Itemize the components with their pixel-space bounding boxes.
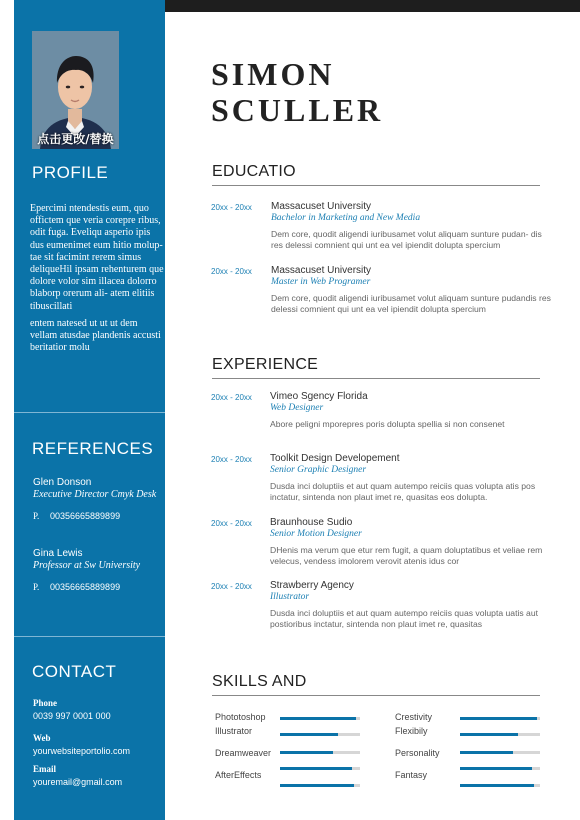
profile-heading: PROFILE (32, 163, 109, 182)
entry-title: Braunhouse Sudio (270, 517, 353, 528)
skill-bar (460, 751, 540, 754)
skill-bar-fill (280, 767, 352, 770)
skill-bar-fill (460, 751, 513, 754)
skill-bar (460, 767, 540, 770)
skill-bar (280, 767, 360, 770)
divider (212, 185, 540, 186)
skill-bar-fill (460, 733, 518, 736)
reference-name: Gina Lewis (33, 548, 83, 559)
skill-name: AfterEffects (215, 770, 262, 780)
skill-name: Illustrator (215, 726, 253, 736)
entry-title: Toolkit Design Developement (270, 453, 400, 464)
skill-bar-fill (280, 733, 338, 736)
skill-name: Crestivity (395, 712, 433, 722)
entry-subtitle: Senior Graphic Designer (270, 465, 367, 475)
skill-bar (460, 717, 540, 720)
skill-bar-fill (460, 767, 532, 770)
skill-bar (280, 733, 360, 736)
profile-text (30, 203, 164, 354)
entry-description: Dem core, quodit aligendi iuribusamet volut aliquam sunture pudan- dis res delessi comnient qui unt ea vel ipiendit dolupta spercium (271, 229, 542, 250)
name-block (211, 56, 511, 128)
contact-label: Email (33, 764, 57, 774)
entry-date: 20xx - 20xx (211, 393, 252, 402)
contact-web[interactable]: yourwebsiteportolio.com (33, 746, 131, 756)
entry-title: Massacuset University (271, 265, 372, 276)
divider (212, 695, 540, 696)
reference-role: Professor at Sw University (33, 560, 141, 571)
phone-number: 00356665889899 (50, 511, 121, 521)
entry-date: 20xx - 20xx (211, 582, 252, 591)
entry-subtitle: Senior Motion Designer (270, 529, 362, 539)
divider (14, 636, 165, 637)
top-bar (165, 0, 580, 12)
skill-name: Phototoshop (215, 712, 266, 722)
skill-bar (460, 784, 540, 787)
skill-bar (280, 784, 360, 787)
skills-heading: SKILLS AND (212, 673, 307, 690)
profile-paragraph: entem natesed ut ut ut dem vellam atusdae plandenis accusti beritatior molu (30, 317, 161, 354)
skill-bar-fill (460, 784, 534, 787)
skill-name: Dreamweaver (215, 748, 272, 758)
divider (212, 378, 540, 379)
entry-subtitle: Illustrator (270, 592, 310, 602)
contact-label: Web (33, 733, 51, 743)
sidebar (14, 0, 165, 820)
entry-subtitle: Master in Web Programer (271, 277, 371, 287)
skill-name: Flexibily (395, 726, 428, 736)
entry-description: DHenis ma verum que etur rem fugit, a quam doluptatibus et veliae rem velecus, vendess imolorem verovit atenis idus cor (270, 545, 543, 566)
education-heading: EDUCATIO (212, 163, 296, 180)
photo-caption[interactable]: 点击更改/替换 (37, 132, 114, 146)
skill-bar-fill (280, 784, 354, 787)
entry-description: Dusda inci doluptiis et aut quam autempo reiciis quas volupta atis pos inctatur, sintenda non plaut imet re, quasitas eos dolupta. (270, 481, 536, 502)
skill-bar (280, 717, 360, 720)
entry-date: 20xx - 20xx (211, 203, 252, 212)
entry-description: Dusda inci doluptiis et aut quam autempo reiciis quas volupta uatis aut postioribus inctatur, sintenda non plaut imet re, quasitas (270, 608, 538, 629)
skill-bar-fill (460, 717, 537, 720)
skill-bar-fill (280, 751, 333, 754)
reference-phone (33, 511, 120, 521)
entry-title: Vimeo Sgency Florida (270, 391, 368, 402)
name-last: SCULLER (211, 92, 384, 128)
entry-date: 20xx - 20xx (211, 519, 252, 528)
profile-paragraph: Epercimi ntendestis eum, quo offictem que veria corepre ribus, odit fuga. Eveliqu asperio ipis dus eumenimet eum hitio molup- tae sit facimint rerem simus deliqueHil ipsam rehenturem que dolore volor sim illacea dolorro blaborp orerum ali- atem elitiis tibuscillati (30, 203, 164, 312)
references-heading: REFERENCES (32, 439, 154, 458)
entry-date: 20xx - 20xx (211, 455, 252, 464)
contact-email[interactable]: youremail@gmail.com (33, 777, 123, 787)
contact-phone: 0039 997 0001 000 (33, 711, 111, 721)
reference-role: Executive Director Cmyk Desk (33, 489, 157, 500)
contact-heading: CONTACT (32, 662, 117, 681)
skill-bar (280, 751, 360, 754)
name-first: SIMON (211, 56, 335, 92)
skill-name: Personality (395, 748, 440, 758)
reference-phone (33, 582, 120, 592)
entry-title: Massacuset University (271, 201, 372, 212)
entry-description: Abore peligni mporepres poris dolupta spellia si non consenet (270, 419, 505, 429)
contact-label: Phone (33, 698, 58, 708)
skill-name: Fantasy (395, 770, 428, 780)
profile-photo[interactable] (32, 31, 119, 149)
skill-bar (460, 733, 540, 736)
phone-label: P. (33, 582, 40, 592)
phone-label: P. (33, 511, 40, 521)
reference-name: Glen Donson (33, 477, 92, 488)
entry-description: Dem core, quodit aligendi iuribusamet volut aliquam sunture pudandis res delessi comnient qui unt ea vel ipiendit dolupta spercium (271, 293, 551, 314)
entry-subtitle: Bachelor in Marketing and New Media (271, 213, 421, 223)
entry-date: 20xx - 20xx (211, 267, 252, 276)
divider (14, 412, 165, 413)
experience-heading: EXPERIENCE (212, 356, 319, 373)
entry-title: Strawberry Agency (270, 580, 354, 591)
skill-bar-fill (280, 717, 356, 720)
entry-subtitle: Web Designer (270, 403, 324, 413)
phone-number: 00356665889899 (50, 582, 121, 592)
